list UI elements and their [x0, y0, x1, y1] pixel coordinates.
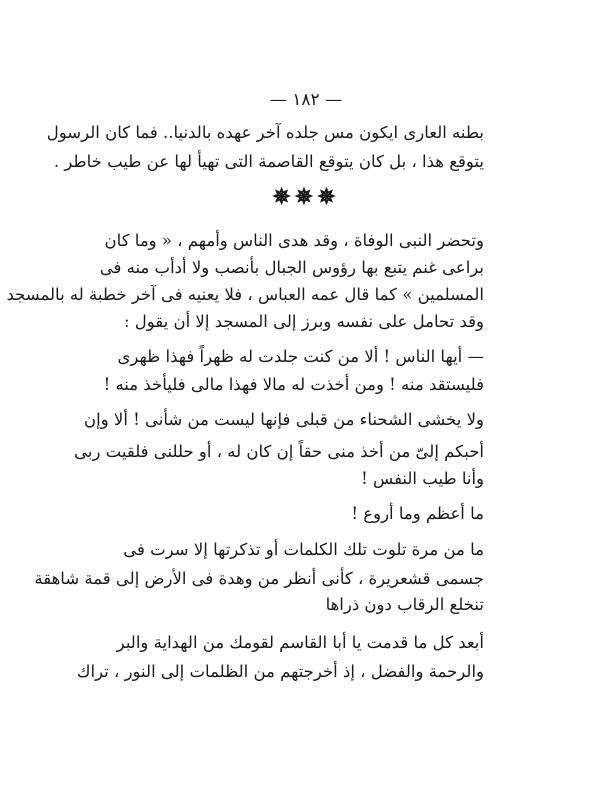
text-line: وأنا طيب النفس !: [361, 469, 484, 488]
text-line: أحبكم إلىّ من أخذ منى حقاً إن كان له ، أو حللنى فلقيت ربى: [74, 442, 484, 461]
text-line: أبعد كل ما قدمت يا أبا القاسم لقومك من الهداية والبر: [116, 633, 484, 652]
text-line: ولا يخشى الشحناء من قبلى فإنها ليست من شأنى ! ألا وإن: [84, 410, 484, 429]
text-line: وتحضر النبى الوفاة ، وقد هدى الناس وأمهم ، « وما كان: [104, 231, 484, 250]
text-line: تنخلع الرقاب دون ذراها: [325, 595, 484, 614]
text-line: وقد تحامل على نفسه وبرز إلى المسجد إلا أن يقول :: [123, 312, 484, 331]
text-line: ما من مرة تلوت تلك الكلمات أو تذكرتها إلا سرت فى: [123, 540, 484, 559]
text-line: — أيها الناس ! ألا من كنت جلدت له ظهراً فهذا ظهرى: [117, 347, 484, 366]
text-line: والرحمة والفضل ، إذ أخرجتهم من الظلمات إلى النور ، تراك: [76, 662, 484, 681]
page-number: — ١٨٢ —: [269, 90, 343, 110]
text-line: جسمى قشعريرة ، كأنى أنظر من وهدة فى الأرض إلى قمة شاهقة: [34, 569, 484, 588]
text-line: بطنه العارى ايكون مس جلده آخر عهده بالدنيا.. فما كان الرسول: [46, 123, 484, 142]
text-line: ما أعظم وما أروع !: [351, 504, 484, 523]
text-line: المسلمين » كما قال عمه العباس ، فلا يعنيه فى آخر خطبة له بالمسجد: [6, 285, 484, 304]
text-line: براعى غنم يتبع بها رؤوس الجبال بأنصب ولا أدأب منه فى: [99, 258, 484, 277]
section-divider-ornament: ✵✵✵: [272, 184, 340, 210]
text-line: يتوقع هذا ، بل كان يتوقع القاصمة التى تهيأ لها عن طيب خاطر .: [53, 152, 484, 171]
text-line: فليستقد منه ! ومن أخذت له مالا فهذا مالى فليأخذ منه !: [103, 375, 484, 394]
